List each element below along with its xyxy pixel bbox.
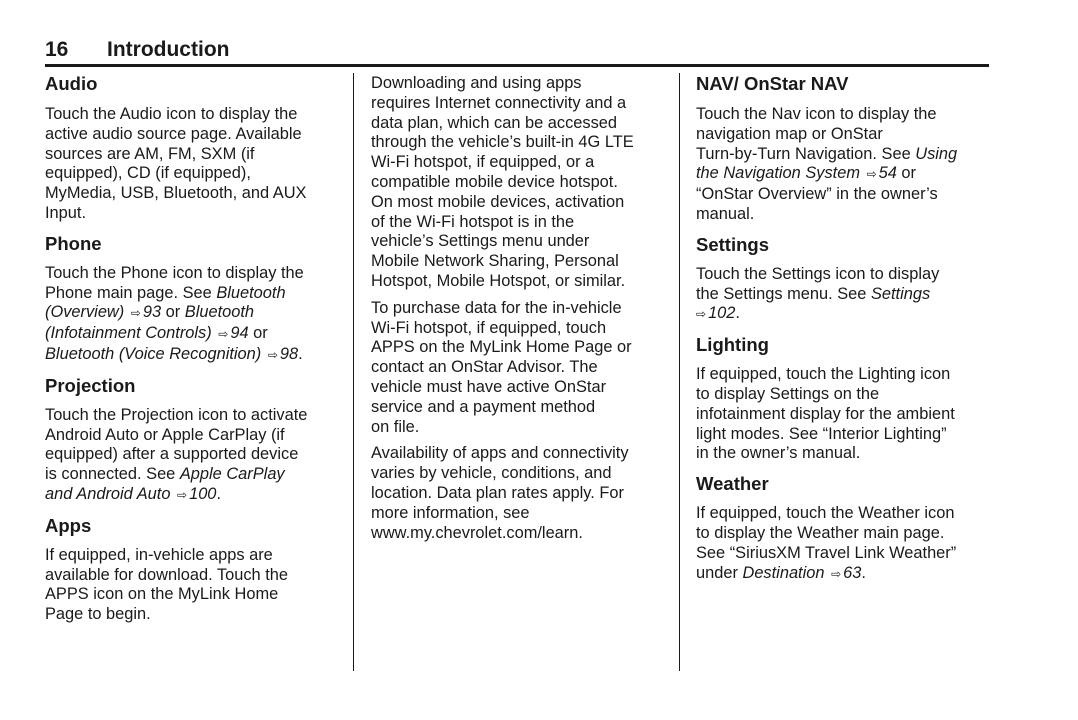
text: is connected. See (45, 465, 180, 484)
text: under (696, 563, 743, 582)
text-line: APPS on the MyLink Home Page or (371, 338, 632, 357)
availability-paragraph (371, 444, 671, 543)
page-header (45, 38, 989, 64)
header-rule (45, 64, 989, 67)
text-line: in the owner’s manual. (696, 444, 861, 463)
page-reference-icon: ⇨ (130, 306, 141, 321)
text-line: sources are AM, FM, SXM (if (45, 144, 255, 163)
text-line: location. Data plan rates apply. For (371, 483, 624, 502)
section-heading-settings: Settings (696, 233, 769, 255)
text-line: infotainment display for the ambient (696, 404, 955, 423)
text-line: vehicle must have active OnStar (371, 377, 607, 396)
text-line: to display the Weather main page. (696, 523, 945, 542)
section-heading-weather: Weather (696, 473, 769, 495)
text-line: MyMedia, USB, Bluetooth, and AUX (45, 184, 307, 203)
page-reference-icon: ⇨ (267, 347, 278, 362)
page-reference-number[interactable]: 102 (708, 304, 736, 323)
text-line (45, 485, 343, 506)
section-heading-nav: NAV/ OnStar NAV (696, 73, 849, 94)
text-line (696, 285, 994, 305)
text-line (45, 345, 343, 366)
text: . (735, 304, 740, 323)
text-line: Touch the Nav icon to display the (696, 105, 937, 123)
text-line: more information, see (371, 503, 530, 522)
section-heading-audio: Audio (45, 73, 98, 94)
column-2 (371, 74, 671, 543)
page-reference-icon: ⇨ (218, 327, 229, 342)
cross-reference-link[interactable]: Settings (870, 284, 931, 303)
text-line: See “SiriusXM Travel Link Weather” (696, 543, 957, 562)
audio-paragraph (45, 105, 343, 224)
cross-reference-link[interactable]: and Android Auto (45, 484, 171, 503)
cross-reference-link[interactable]: (Infotainment Controls) (45, 324, 212, 343)
text-line: light modes. See “Interior Lighting” (696, 424, 947, 443)
phone-paragraph (45, 264, 343, 366)
text-line: through the vehicle’s built-in 4G LTE (371, 133, 634, 152)
text-line: varies by vehicle, conditions, and (371, 464, 612, 483)
text-line: If equipped, touch the Lighting icon (696, 365, 951, 384)
text-line: contact an OnStar Advisor. The (371, 358, 598, 377)
cross-reference-link[interactable]: Bluetooth (Voice Recognition) (45, 344, 262, 363)
chapter-title: Introduction (107, 38, 230, 61)
text-line (696, 145, 994, 165)
text: or (248, 324, 268, 343)
section-heading-lighting: Lighting (696, 334, 769, 356)
text-line: vehicle’s Settings menu under (371, 232, 590, 251)
text-line: requires Internet connectivity and a (371, 93, 627, 112)
text-line: available for download. Touch the (45, 565, 288, 584)
projection-paragraph (45, 406, 343, 506)
page-reference-icon: ⇨ (696, 307, 707, 322)
cross-reference-link[interactable]: Apple CarPlay (179, 465, 285, 484)
text-line: Touch the Settings icon to display (696, 264, 940, 283)
column-3 (696, 72, 994, 584)
page-reference-icon: ⇨ (866, 167, 877, 182)
cross-reference-link[interactable]: the Navigation System (696, 164, 860, 183)
purchase-data-paragraph (371, 299, 671, 438)
page-reference-number[interactable]: 54 (878, 164, 897, 183)
weather-paragraph (696, 504, 994, 584)
text-line (45, 284, 343, 304)
apps-paragraph (45, 546, 343, 625)
page-number: 16 (45, 38, 69, 61)
text-line: Availability of apps and connectivity (371, 444, 629, 463)
apps-connectivity-paragraph (371, 74, 671, 292)
page-reference-number[interactable]: 63 (843, 563, 862, 582)
text-line: of the Wi-Fi hotspot is in the (371, 212, 575, 231)
text-line: Mobile Network Sharing, Personal (371, 252, 619, 271)
cross-reference-link[interactable]: Bluetooth (184, 303, 255, 322)
text: . (298, 344, 303, 363)
text-line: equipped), CD (if equipped), (45, 164, 251, 183)
text-line: compatible mobile device hotspot. (371, 172, 618, 191)
text-line: Page to begin. (45, 605, 151, 624)
text-line: navigation map or OnStar (696, 124, 883, 143)
text-line: Downloading and using apps (371, 74, 582, 92)
text-line: Touch the Phone icon to display the (45, 263, 304, 282)
column-divider-2 (679, 73, 680, 671)
text-line: If equipped, touch the Weather icon (696, 504, 955, 523)
column-divider-1 (353, 73, 354, 671)
text-line: on file. (371, 417, 420, 436)
column-1 (45, 72, 343, 625)
section-heading-apps: Apps (45, 514, 92, 536)
text-line: Android Auto or Apple CarPlay (if (45, 425, 285, 444)
text: Turn-by-Turn Navigation. See (696, 144, 916, 163)
text-line (45, 324, 343, 345)
text-line (45, 465, 343, 485)
settings-paragraph (696, 265, 994, 325)
text-line (696, 164, 994, 185)
section-heading-phone: Phone (45, 232, 102, 254)
text-line: manual. (696, 204, 755, 223)
page-reference-icon: ⇨ (177, 487, 188, 502)
cross-reference-link[interactable]: (Overview) (45, 303, 125, 322)
page-reference-number[interactable]: 98 (279, 344, 299, 363)
text-line: Input. (45, 203, 87, 222)
cross-reference-link[interactable]: Using (915, 144, 958, 163)
text: or (896, 164, 916, 183)
text-line: If equipped, in-vehicle apps are (45, 545, 273, 564)
text: or (161, 303, 185, 322)
text-line: service and a payment method (371, 397, 596, 416)
text-line: to display Settings on the (696, 384, 880, 403)
text-line: Touch the Projection icon to activate (45, 405, 308, 424)
page-reference-number[interactable]: 100 (189, 484, 217, 503)
text: Phone main page. See (45, 283, 217, 302)
text-line (45, 303, 343, 324)
text-line: equipped) after a supported device (45, 445, 299, 464)
text-line: “OnStar Overview” in the owner’s (696, 185, 938, 204)
page-reference-icon: ⇨ (831, 566, 842, 581)
text-line: data plan, which can be accessed (371, 113, 618, 132)
text-line (696, 564, 994, 585)
page-reference-number[interactable]: 93 (142, 303, 162, 322)
cross-reference-link[interactable]: Destination (742, 563, 825, 582)
text-line: To purchase data for the in-vehicle (371, 298, 622, 317)
text: . (861, 563, 866, 582)
text-line: Hotspot, Mobile Hotspot, or similar. (371, 271, 626, 290)
text-line (696, 304, 994, 325)
text-line: Touch the Audio icon to display the (45, 105, 298, 123)
section-heading-projection: Projection (45, 374, 136, 396)
text-line: APPS icon on the MyLink Home (45, 585, 279, 604)
text-line: active audio source page. Available (45, 124, 302, 143)
cross-reference-link[interactable]: Bluetooth (216, 283, 286, 302)
page-reference-number[interactable]: 94 (230, 324, 249, 343)
lighting-paragraph (696, 365, 994, 464)
url-link[interactable]: www.my.chevrolet.com/learn. (371, 523, 583, 542)
text-line: Wi-Fi hotspot, if equipped, or a (371, 153, 595, 172)
text-line: Wi-Fi hotspot, if equipped, touch (371, 318, 607, 337)
text-line: On most mobile devices, activation (371, 192, 625, 211)
text: the Settings menu. See (696, 284, 871, 303)
nav-paragraph (696, 105, 994, 225)
text: . (216, 484, 221, 503)
